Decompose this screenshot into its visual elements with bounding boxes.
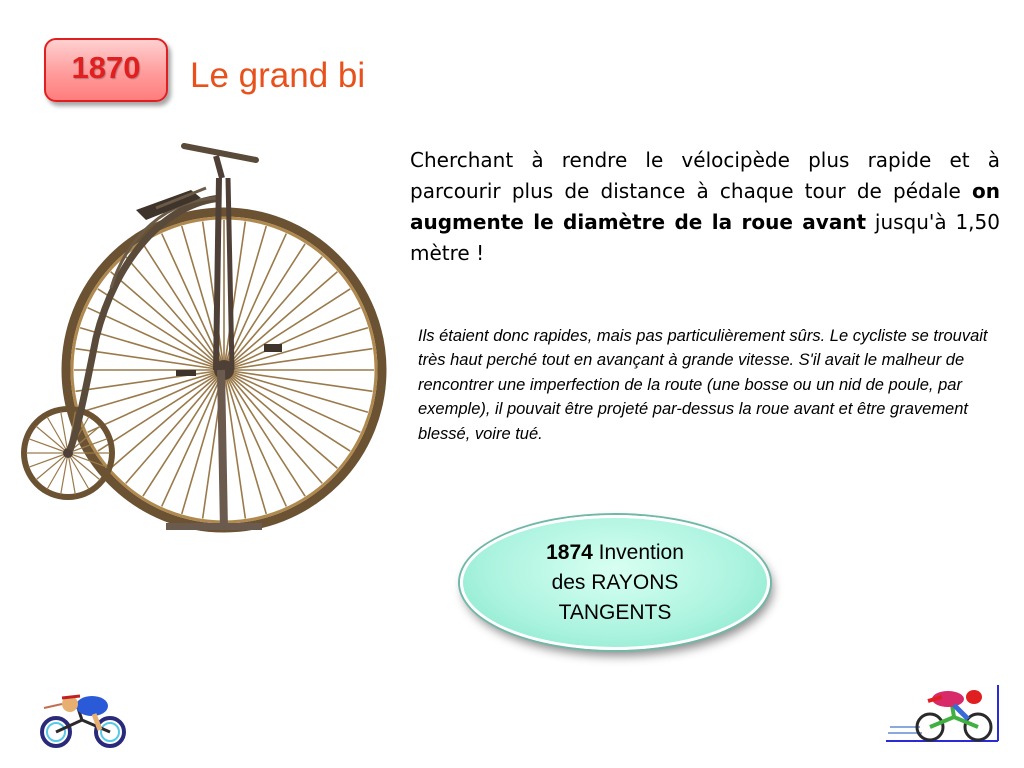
wheel-spoke bbox=[126, 370, 224, 483]
wheel-spoke bbox=[224, 370, 368, 412]
year-label: 1870 bbox=[71, 50, 141, 85]
wheel-spoke bbox=[29, 453, 68, 467]
intro-text-part2: jusqu'à 1,50 mètre ! bbox=[410, 210, 1000, 265]
wheel-spoke bbox=[36, 426, 68, 453]
wheel-spoke bbox=[80, 370, 224, 412]
wheel-spoke bbox=[111, 370, 224, 468]
wheel-spoke bbox=[80, 328, 224, 370]
wheel-spoke bbox=[36, 453, 68, 480]
invention-text bbox=[520, 538, 710, 628]
wheel-spoke bbox=[224, 328, 368, 370]
year-badge bbox=[44, 38, 168, 102]
wheel-spoke bbox=[224, 370, 337, 468]
detail-paragraph: Ils étaient donc rapides, mais pas particulièrement sûrs. Le cycliste se trouvait très haut perché tout en avançant à grande vitesse. S'il avait le malheur de rencontrer une imperfection de la route (une bosse ou un nid de poule, par exemple), il pouvait être projeté par-dessus la roue avant et être gravement blessé, voire tué. bbox=[418, 327, 988, 443]
wheel-spoke bbox=[126, 257, 224, 370]
wheel-spoke bbox=[224, 257, 322, 370]
invention-line1: Invention bbox=[592, 540, 684, 564]
invention-year: 1874 bbox=[546, 540, 593, 564]
rear-wheel bbox=[24, 409, 112, 497]
wheel-spoke bbox=[224, 370, 266, 514]
intro-paragraph bbox=[410, 145, 1000, 269]
wheel-spoke bbox=[224, 370, 322, 483]
cyclist-cartoon-icon bbox=[34, 690, 130, 748]
wheel-spoke bbox=[224, 272, 337, 370]
wheel-spoke bbox=[111, 272, 224, 370]
cyclist-cartoon-icon bbox=[884, 683, 1002, 749]
intro-text-bold: on augmente le diamètre de la roue avant bbox=[410, 179, 1000, 234]
invention-oval bbox=[460, 515, 770, 650]
page-title: Le grand bi bbox=[190, 56, 366, 95]
wheel-spoke bbox=[29, 439, 68, 453]
invention-line2: des RAYONS bbox=[551, 570, 679, 594]
penny-farthing-image bbox=[16, 138, 396, 548]
intro-text-part1: Cherchant à rendre le vélocipède plus rapide et à parcourir plus de distance à chaque tour de pédale bbox=[410, 148, 1000, 203]
invention-line3: TANGENTS bbox=[558, 600, 672, 624]
